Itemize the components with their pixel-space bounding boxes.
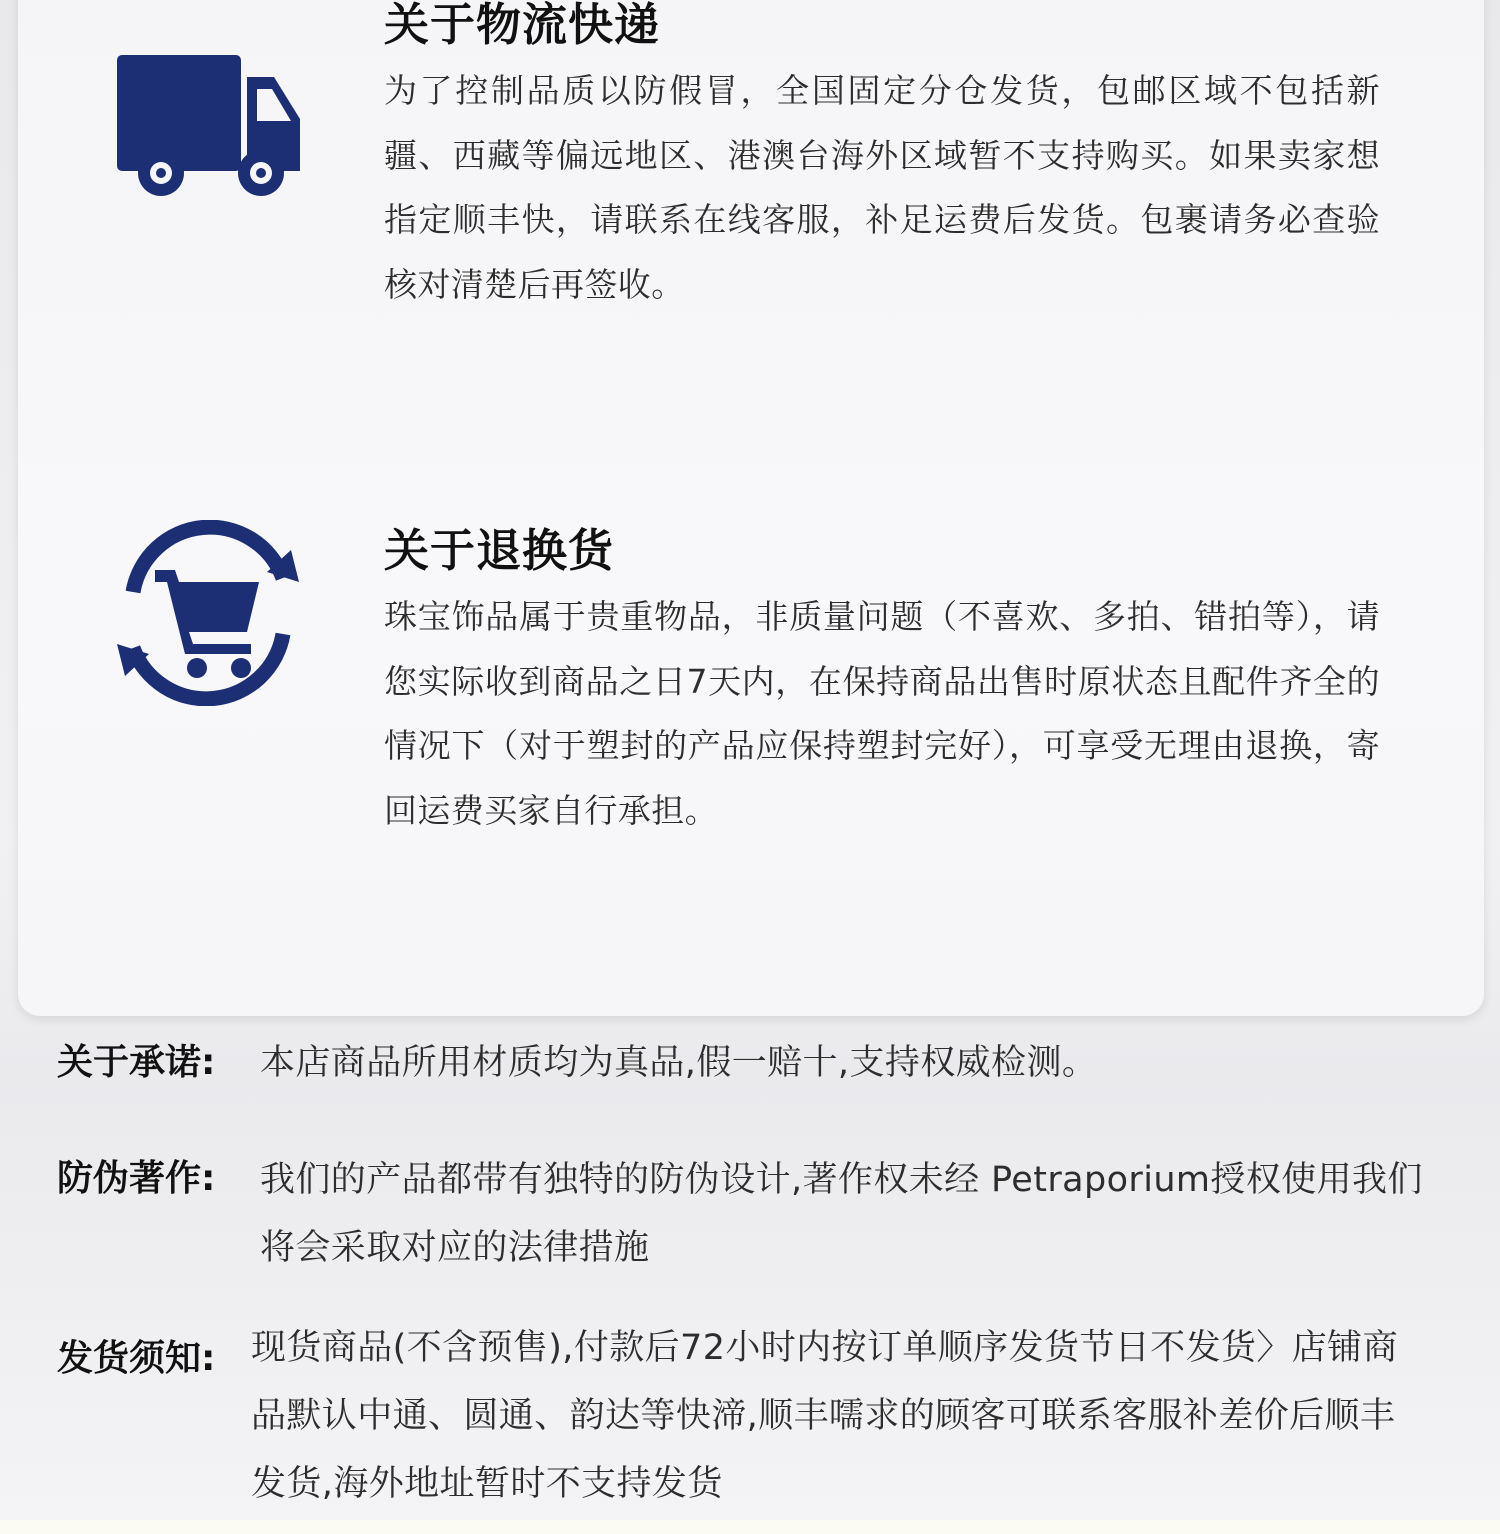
returns-text: 珠宝饰品属于贵重物品，非质量问题（不喜欢、多拍、错拍等），请您实际收到商品之日7天内，在保持商品出售时原状态且配件齐全的情况下（对于塑封的产品应保持塑封完好），可享受无理由退换，寄回运费买家自行承担。 — [384, 597, 1380, 830]
shipping-text: 现货商品(不含预售),付款后72小时内按订单顺序发货节日不发货〉店铺商品默认中通、圆通、韵达等快渧,顺丰嚅求的顾客可联系客服补差价后顺丰发货,海外地址暂时不支持发货 — [251, 1328, 1398, 1504]
truck-icon — [116, 32, 302, 222]
anticounterfeit-label: 防伪著作: — [57, 1158, 216, 1199]
promise-label: 关于承诺: — [57, 1042, 216, 1083]
anticounterfeit-text: 我们的产品都带有独特的防伪设计,著作权未经 Petraporium授权使用我们将会采取对应的法律措施 — [260, 1160, 1423, 1268]
returns-body — [384, 523, 1380, 843]
info-card — [18, 0, 1484, 1016]
logistics-body — [384, 0, 1380, 317]
cart-exchange-icon — [115, 520, 301, 706]
logistics-text: 为了控制品质以防假冒，全国固定分仓发货，包邮区域不包括新疆、西藏等偏远地区、港澳台海外区域暂不支持购买。如果卖家想指定顺丰快，请联系在线客服，补足运费后发货。包裹请务必查验核对清楚后再签收。 — [384, 71, 1380, 304]
bottom-strip — [0, 1520, 1500, 1534]
logistics-title: 关于物流快递 — [384, 0, 661, 51]
promise-text: 本店商品所用材质均为真品,假一赔十,支持权威检测。 — [260, 1043, 1098, 1083]
returns-title: 关于退换货 — [384, 524, 615, 577]
shipping-label: 发货须知: — [57, 1338, 216, 1379]
